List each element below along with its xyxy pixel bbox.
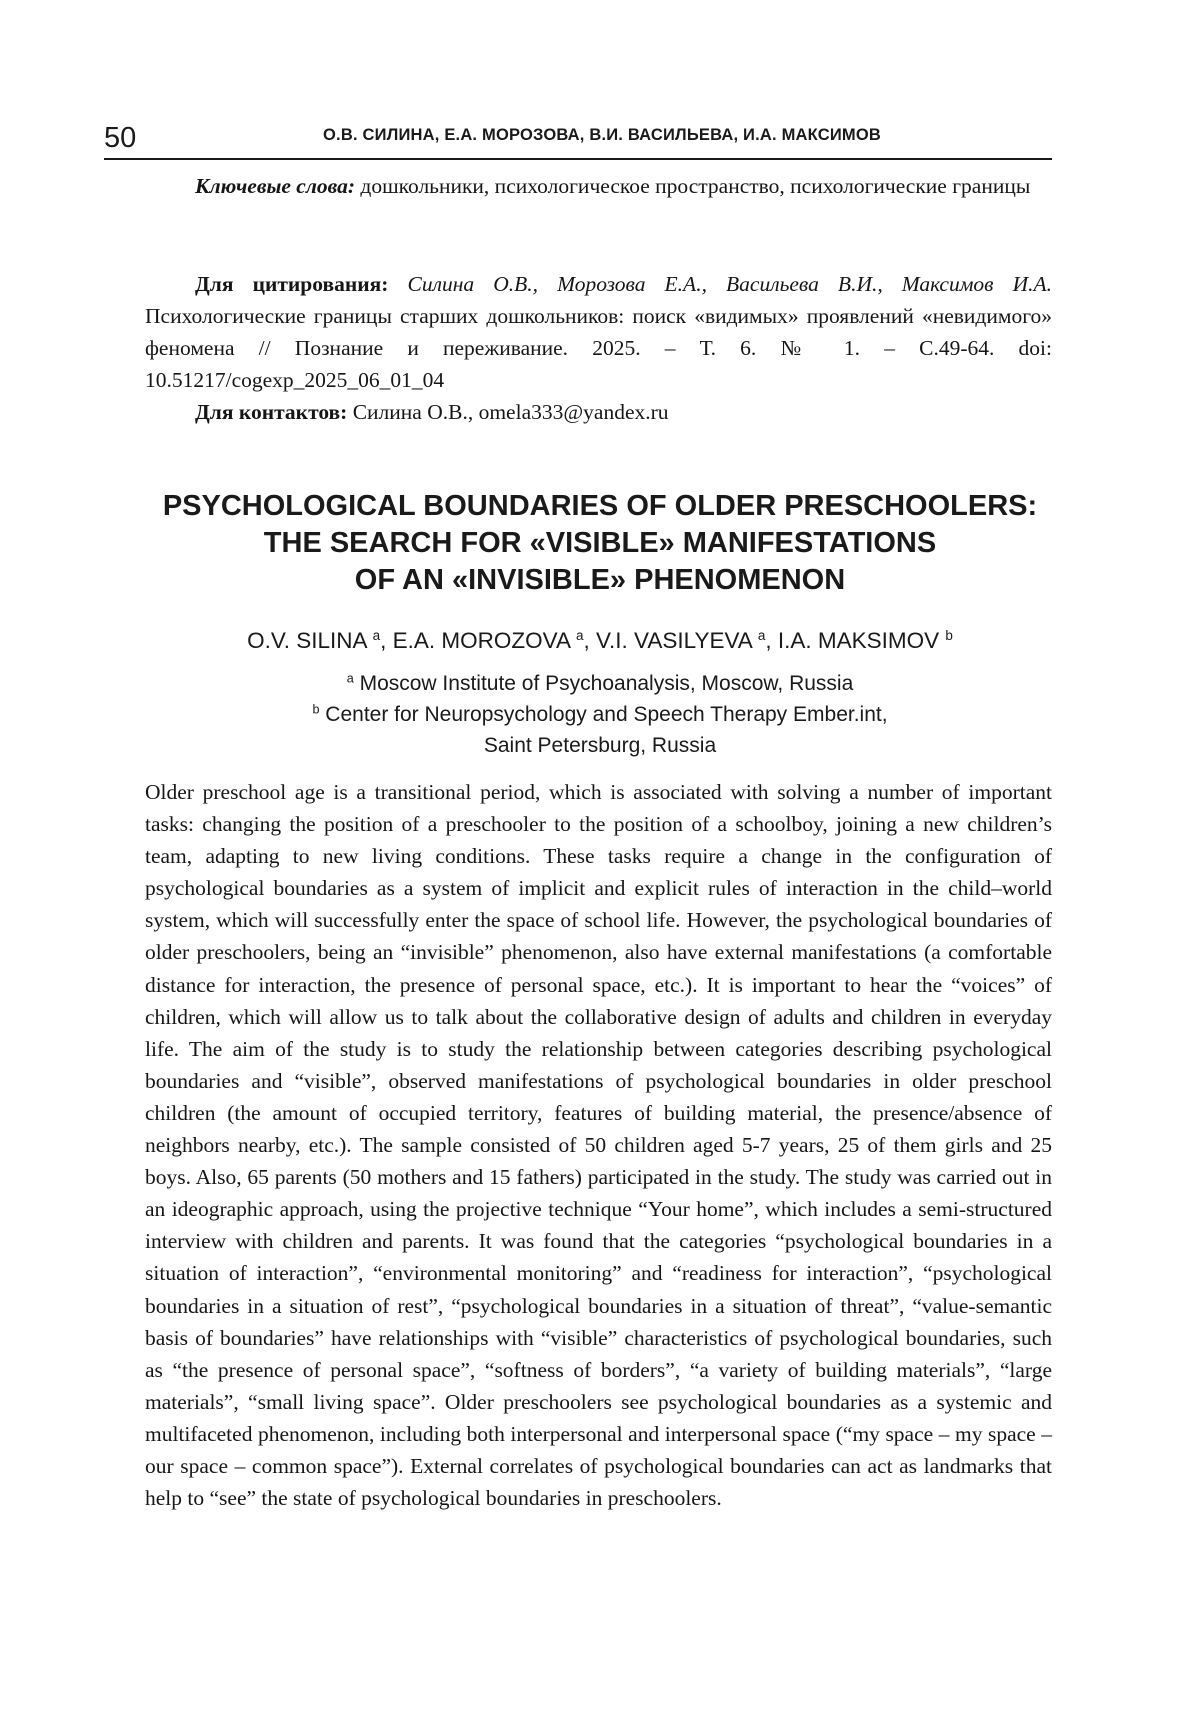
running-head: О.В. СИЛИНА, Е.А. МОРОЗОВА, В.И. ВАСИЛЬЕВА, И.А. МАКСИМОВ	[323, 126, 881, 144]
citation-authors: Силина О.В., Морозова Е.А., Васильева В.И., Максимов И.А.	[407, 272, 1052, 296]
affiliation-a	[100, 668, 1100, 699]
article-title	[100, 488, 1100, 599]
abstract-text: Older preschool age is a transitional period, which is associated with solving a number of important tasks: changing the position of a preschooler to the position of a schoolboy, joining a new children’s team, adapting to new living conditions. These tasks require a change in the configuration of psychological boundaries as a system of implicit and explicit rules of interaction in the child–world system, which will successfully enter the space of school life. However, the psychological boundaries of older preschoolers, being an “invisible” phenomenon, also have external manifestations (a comfortable distance for interaction, the presence of personal space, etc.). It is important to hear the “voices” of children, which will allow us to talk about the collaborative design of adults and children in everyday life. The aim of the study is to study the relationship between categories describing psychological boundaries and “visible”, observed manifestations of psychological boundaries in older preschool children (the amount of occupied territory, features of building material, the presence/absence of neighbors nearby, etc.). The sample consisted of 50 children aged 5-7 years, 25 of them girls and 25 boys. Also, 65 parents (50 mothers and 15 fathers) participated in the study. The study was carried out in an ideographic approach, using the projective technique “Your home”, which includes a semi-structured interview with children and parents. It was found that the categories “psychological boundaries in a situation of interaction”, “environmental monitoring” and “readiness for interaction”, “psychological boundaries in a situation of rest”, “psychological boundaries in a situation of threat”, “value-semantic basis of boundaries” have relationships with “visible” characteristics of psychological boundaries, such as “the presence of personal space”, “softness of borders”, “a variety of building materials”, “large materials”, “small living space”. Older preschoolers see psychological boundaries as a systemic and multifaceted phenomenon, including both interpersonal and interpersonal space (“my space – my space – our space – common space”). External correlates of psychological boundaries can act as landmarks that help to “see” the state of psychological boundaries in preschoolers.	[145, 780, 1052, 1511]
contacts-label: Для контактов:	[195, 400, 348, 424]
title-line-3: OF AN «INVISIBLE» PHENOMENON	[354, 564, 846, 596]
affiliation-mark: a	[346, 671, 354, 686]
author-name: I.A. MAKSIMOV	[777, 628, 940, 653]
citation-paragraph	[145, 268, 1052, 396]
page-number: 50	[104, 122, 137, 154]
contacts-paragraph	[145, 396, 1052, 428]
keywords-label: Ключевые слова:	[195, 174, 355, 198]
author-affiliation-mark: b	[945, 627, 953, 643]
author-affiliation-mark: a	[372, 627, 381, 643]
contacts-text: Силина О.В., omela333@yandex.ru	[352, 400, 669, 424]
citation-block	[145, 268, 1052, 428]
citation-text: Психологические границы старших дошкольников: поиск «видимых» проявлений «невидимого» феномена // Познание и переживание. 2025. – Т. 6. № 1. – С.49-64. doi: 10.51217/cogexp_2025_06_01_04	[145, 304, 1052, 392]
affiliation-mark: b	[312, 702, 320, 717]
abstract-block	[145, 776, 1052, 1514]
affiliation-text: Moscow Institute of Psychoanalysis, Moscow, Russia	[359, 672, 854, 695]
author-name: O.V. SILINA	[247, 628, 367, 653]
author-affiliation-mark: a	[576, 627, 584, 643]
author-affiliation-mark: a	[757, 627, 766, 643]
author-name: E.A. MOROZOVA	[392, 628, 570, 653]
affiliation-b-city: Saint Petersburg, Russia	[483, 734, 717, 757]
keywords-block	[145, 170, 1052, 202]
citation-label: Для цитирования:	[195, 272, 389, 296]
affiliation-text: Center for Neuropsychology and Speech Therapy Ember.int,	[325, 703, 888, 726]
title-line-1: PSYCHOLOGICAL BOUNDARIES OF OLDER PRESCHOOLERS:	[162, 490, 1038, 522]
affiliation-b	[100, 699, 1100, 730]
author-list: O.V. SILINA $^a$, E.A. MOROZOVA $^a$, V.I. VASILYEVA $^a$, I.A. MAKSIMOV $^b$	[247, 627, 953, 653]
keywords-paragraph	[145, 170, 1052, 202]
keywords-text: дошкольники, психологическое пространство, психологические границы	[360, 174, 1031, 198]
author-name: V.I. VASILYEVA	[596, 628, 752, 653]
page-header	[104, 118, 1052, 160]
title-line-2: THE SEARCH FOR «VISIBLE» MANIFESTATIONS	[263, 527, 937, 559]
affiliations	[100, 668, 1100, 761]
